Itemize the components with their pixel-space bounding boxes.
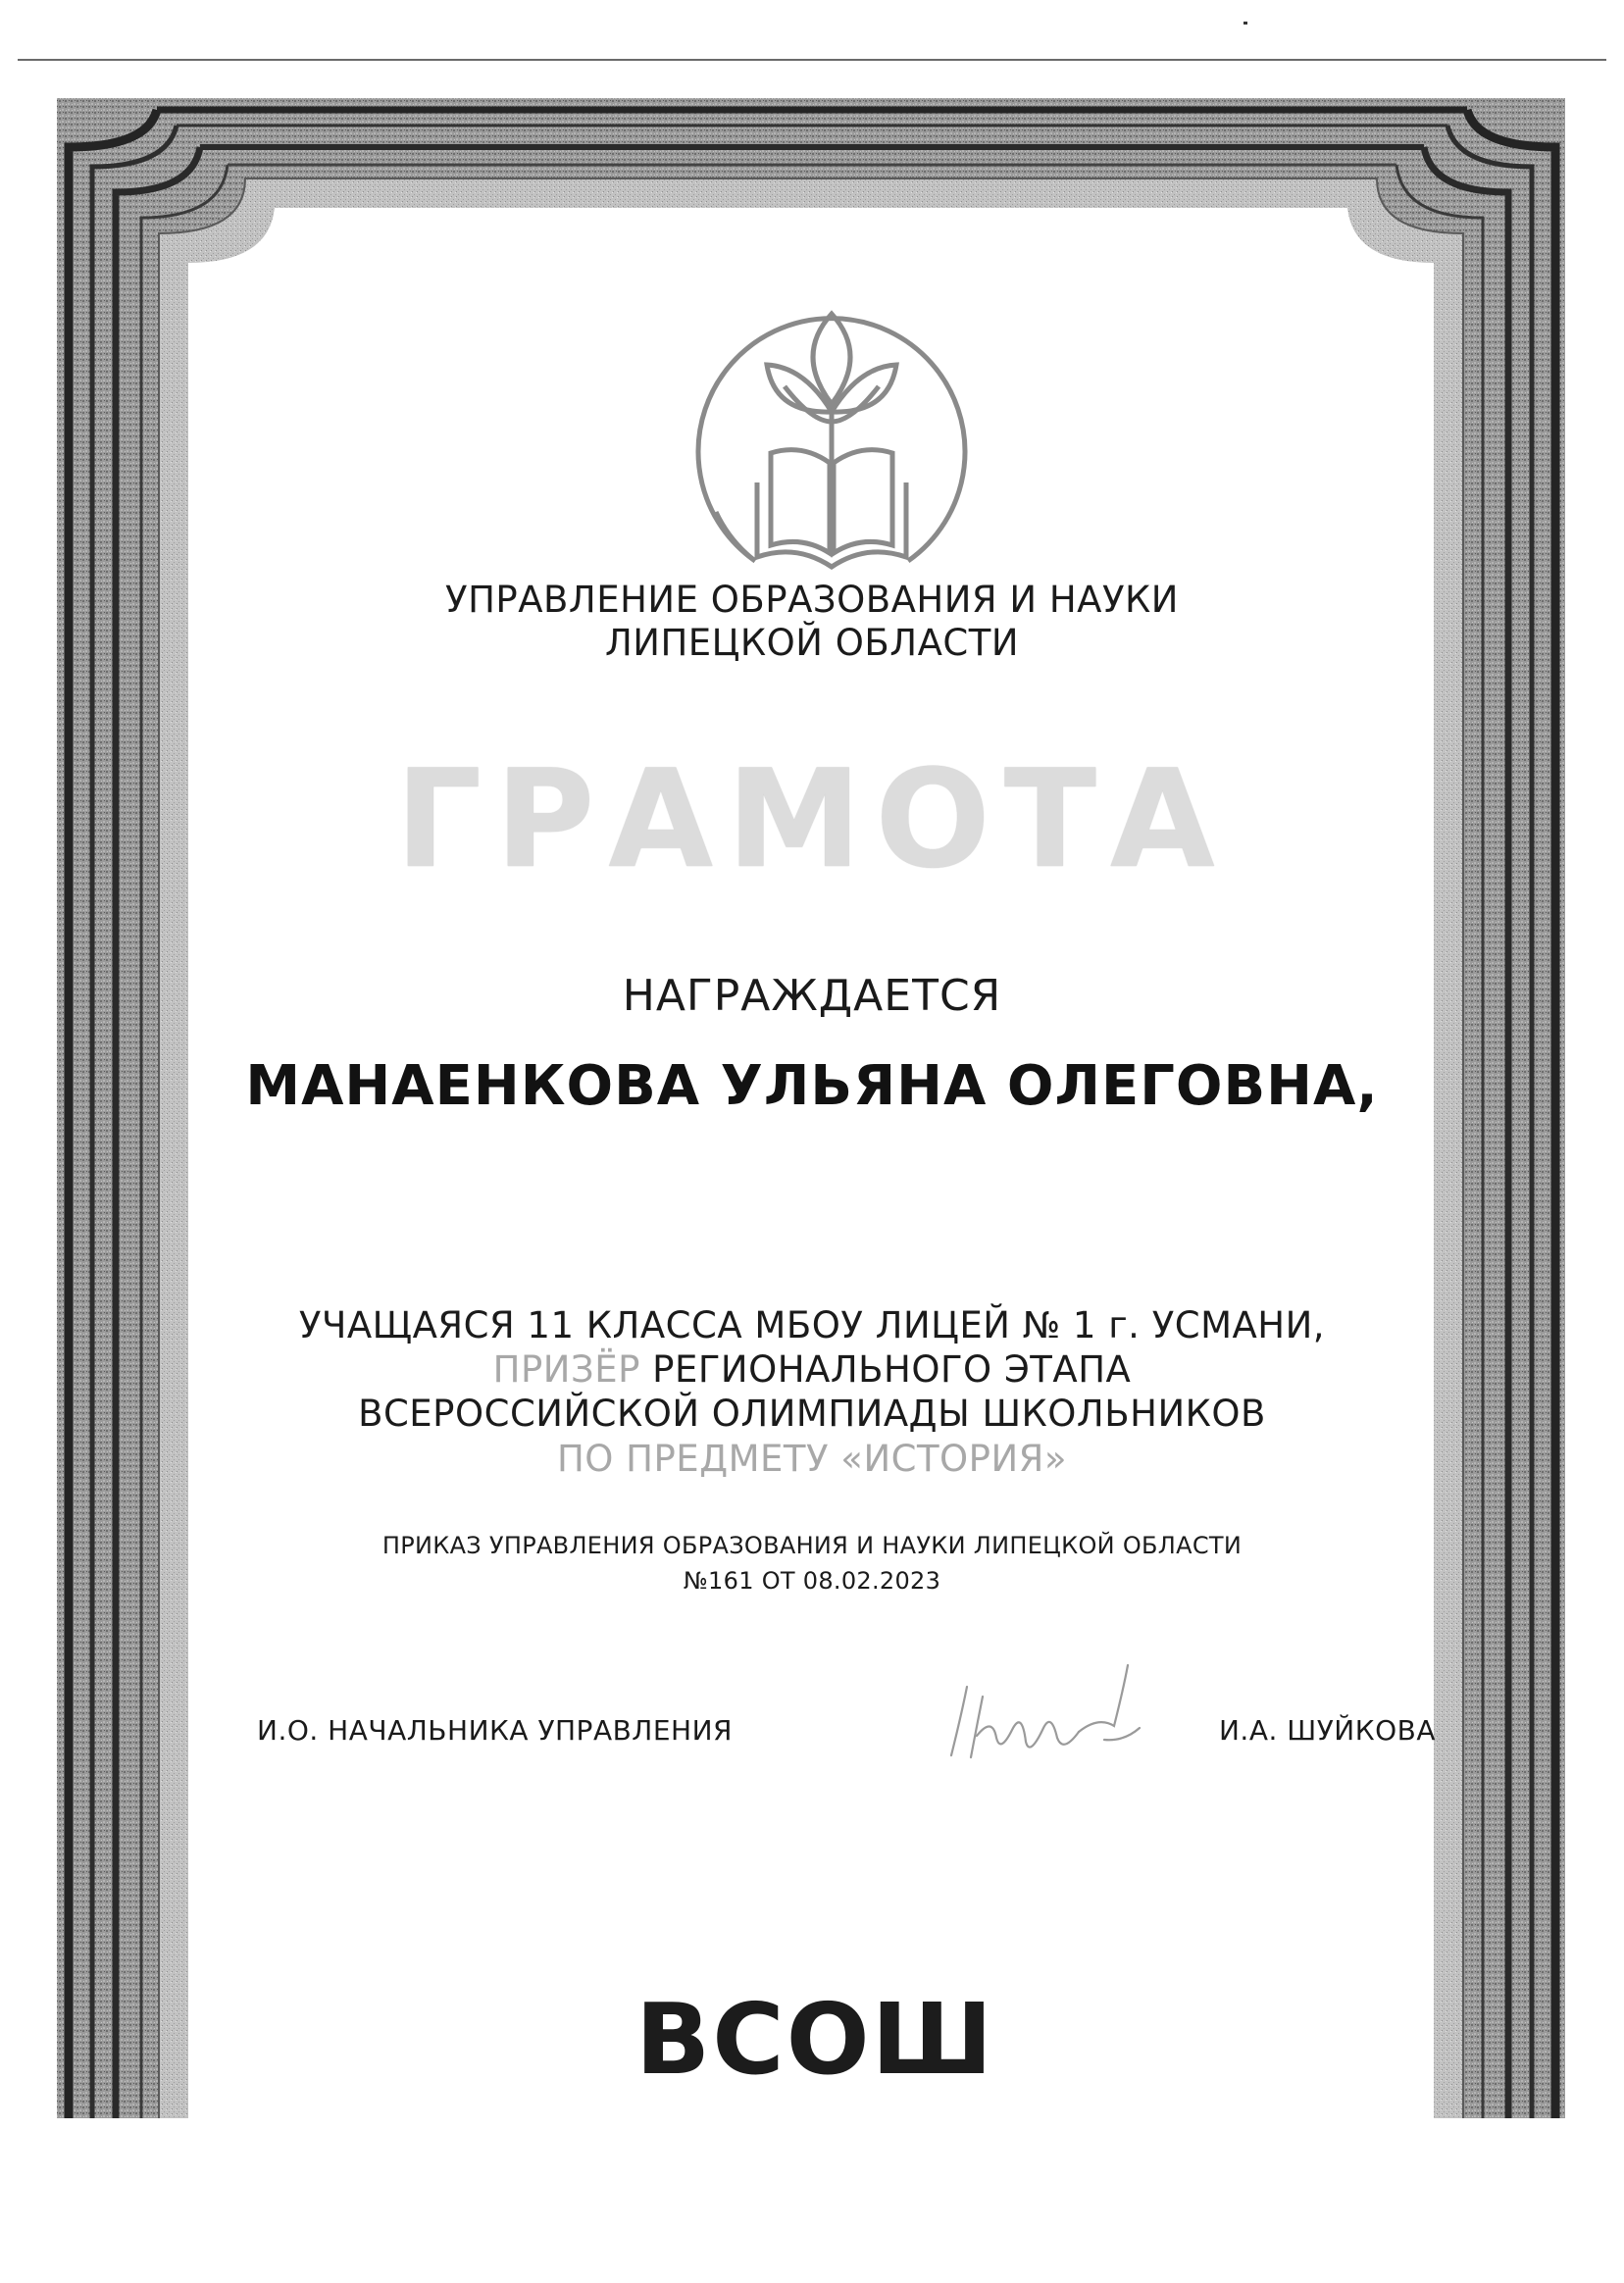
recipient-name: МАНАЕНКОВА УЛЬЯНА ОЛЕГОВНА, <box>245 1054 1379 1118</box>
organization-line-2: ЛИПЕЦКОЙ ОБЛАСТИ <box>604 622 1019 664</box>
description-stage: РЕГИОНАЛЬНОГО ЭТАПА <box>639 1348 1132 1391</box>
description-line-3: ВСЕРОССИЙСКОЙ ОЛИМПИАДЫ ШКОЛЬНИКОВ <box>358 1393 1266 1435</box>
signatory-name: И.А. ШУЙКОВА <box>1218 1714 1436 1747</box>
description-line-2 <box>0 1348 1624 1391</box>
awarded-label: НАГРАЖДАЕТСЯ <box>622 971 1002 1021</box>
signatory-position: И.О. НАЧАЛЬНИКА УПРАВЛЕНИЯ <box>257 1714 734 1747</box>
organization-line-1: УПРАВЛЕНИЕ ОБРАЗОВАНИЯ И НАУКИ <box>445 579 1179 621</box>
description-line-4: ПО ПРЕДМЕТУ «ИСТОРИЯ» <box>556 1438 1068 1480</box>
order-line-1: ПРИКАЗ УПРАВЛЕНИЯ ОБРАЗОВАНИЯ И НАУКИ ЛИПЕЦКОЙ ОБЛАСТИ <box>381 1532 1243 1559</box>
certificate-title: ГРАМОТА <box>395 740 1229 898</box>
vsosh-logo-text: ВСОШ <box>635 1991 995 2089</box>
description-line-1: УЧАЩАЯСЯ 11 КЛАССА МБОУ ЛИЦЕЙ № 1 г. УСМАНИ, <box>298 1304 1326 1346</box>
emblem-icon <box>686 296 977 586</box>
handwritten-signature <box>932 1648 1157 1775</box>
order-line-2: №161 ОТ 08.02.2023 <box>683 1567 941 1595</box>
vsosh-logo <box>635 1991 1096 2089</box>
description-prize-word: ПРИЗЁР <box>492 1348 640 1391</box>
